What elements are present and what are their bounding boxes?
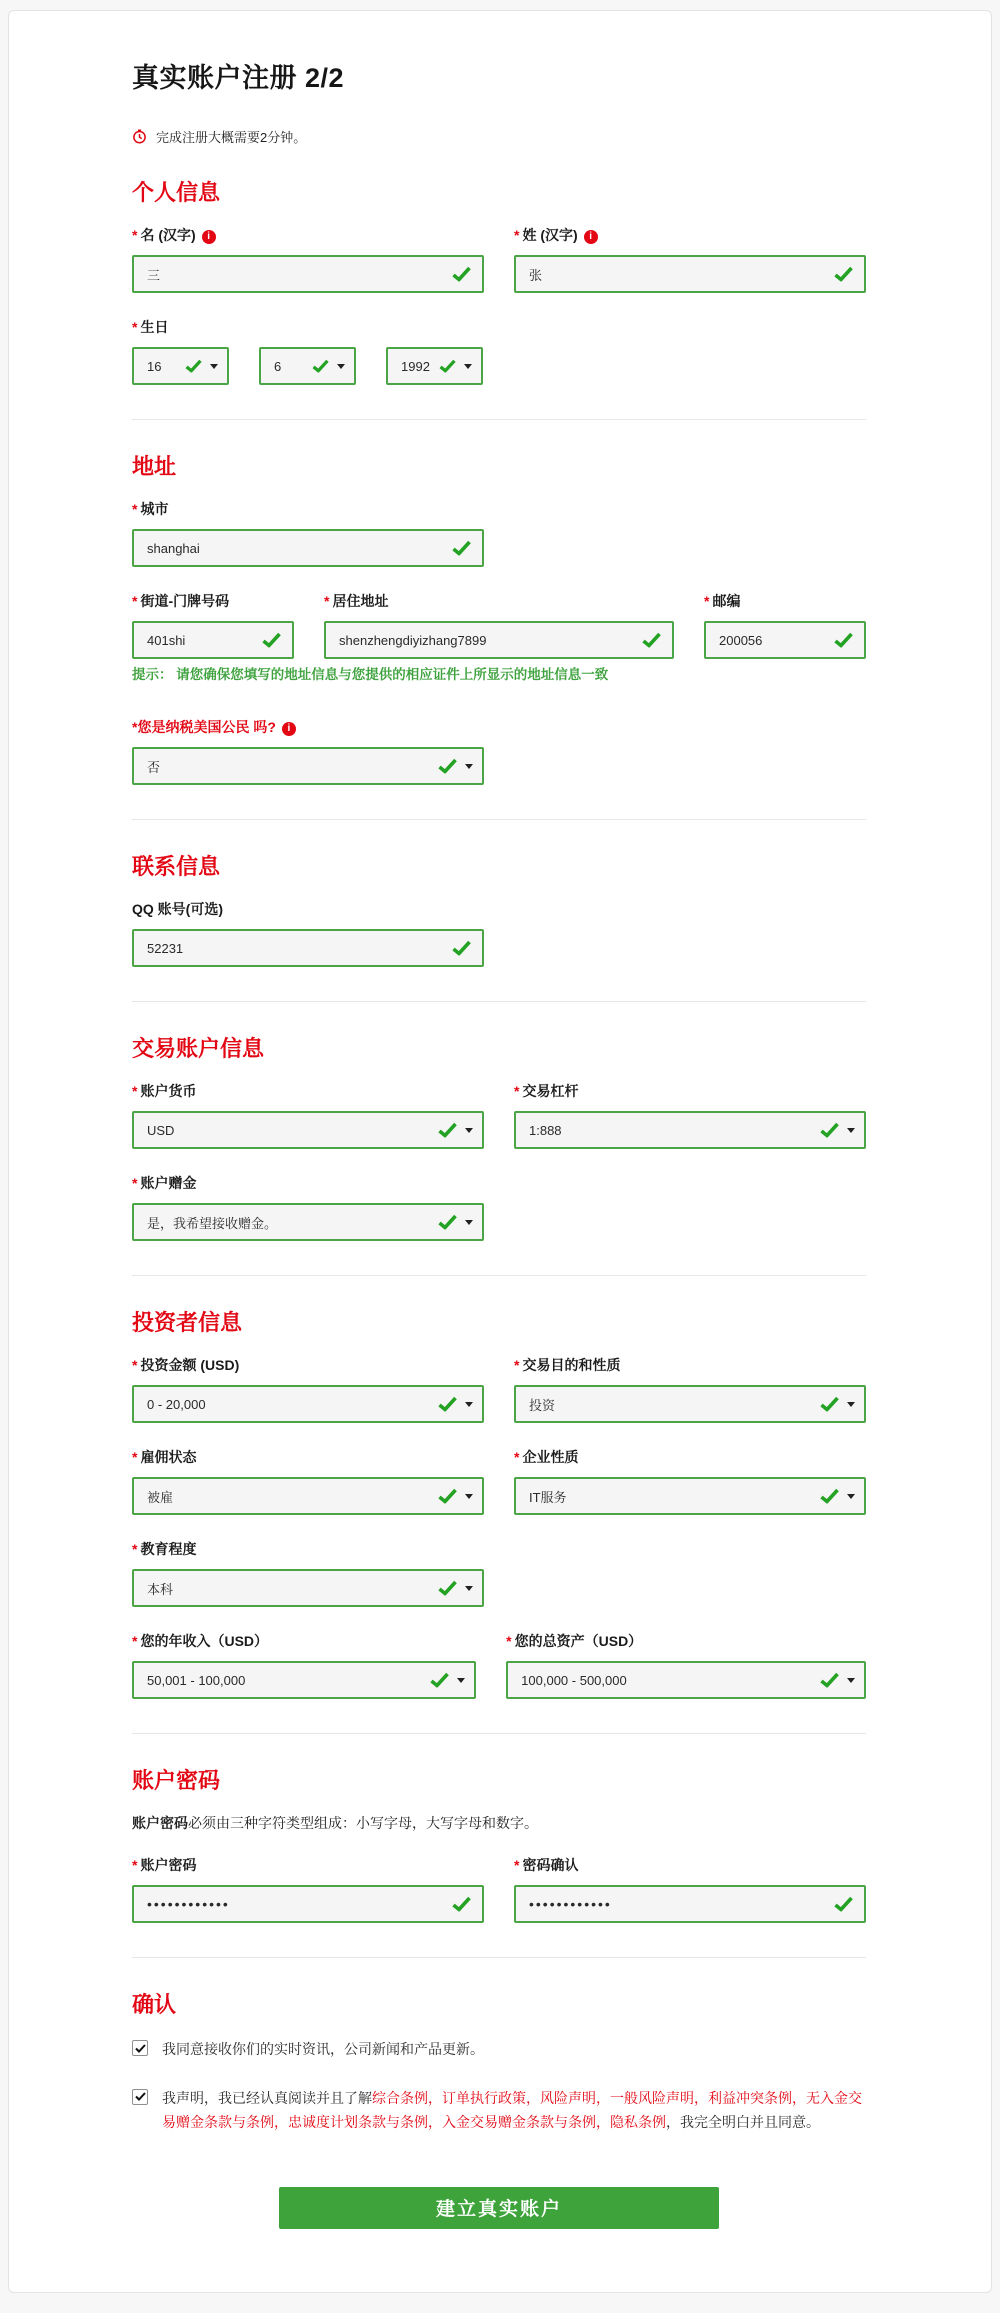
valid-check-icon: [642, 633, 661, 648]
chevron-down-icon: [465, 764, 473, 769]
password-confirm-input[interactable]: [514, 1885, 866, 1923]
us-citizen-label: 您是纳税美国公民 吗?: [137, 719, 276, 735]
education-field: [132, 1539, 484, 1607]
info-icon[interactable]: i: [282, 722, 296, 736]
trading-purpose-select[interactable]: [514, 1385, 866, 1423]
city-input[interactable]: [132, 529, 484, 567]
valid-check-icon: [820, 1489, 839, 1504]
postcode-label: 邮编: [712, 593, 741, 609]
investment-amount-field: [132, 1355, 484, 1423]
last-name-input[interactable]: [514, 255, 866, 293]
valid-check-icon: [262, 633, 281, 648]
leverage-label: 交易杠杆: [522, 1083, 579, 1099]
valid-check-icon: [452, 267, 471, 282]
info-icon[interactable]: i: [584, 230, 598, 244]
declaration-text: [162, 2086, 866, 2135]
total-assets-label: 您的总资产（USD）: [514, 1633, 643, 1649]
birthday-day-select[interactable]: [132, 347, 229, 385]
section-divider: [132, 1733, 866, 1734]
employment-select[interactable]: [132, 1477, 484, 1515]
section-heading-address: 地址: [132, 454, 177, 479]
leverage-value: 1:888: [529, 1122, 562, 1138]
required-asterisk: *: [132, 593, 138, 609]
form-content: [132, 56, 866, 2229]
postcode-field: [704, 591, 866, 659]
required-asterisk: *: [132, 1357, 138, 1373]
investment-amount-value: 0 - 20,000: [147, 1396, 206, 1412]
investment-amount-label: 投资金额 (USD): [140, 1357, 240, 1373]
password-confirm-label: 密码确认: [522, 1857, 579, 1873]
trading-row: [132, 1081, 866, 1149]
us-citizen-value: 否: [147, 759, 161, 775]
newsletter-checkbox[interactable]: [132, 2040, 148, 2056]
required-asterisk: *: [514, 1449, 520, 1465]
newsletter-consent-text: 我同意接收你们的实时资讯，公司新闻和产品更新。: [162, 2041, 484, 2057]
required-asterisk: *: [132, 1175, 138, 1191]
employment-value: 被雇: [147, 1489, 174, 1505]
required-asterisk: *: [514, 1357, 520, 1373]
qq-input[interactable]: [132, 929, 484, 967]
required-asterisk: *: [132, 1857, 138, 1873]
declaration-row: [132, 2086, 866, 2135]
currency-field: [132, 1081, 484, 1149]
birthday-label: 生日: [140, 319, 169, 335]
registration-card: [8, 10, 992, 2293]
valid-check-icon: [438, 1489, 457, 1504]
chevron-down-icon: [847, 1128, 855, 1133]
checkbox-check-icon: [135, 2044, 146, 2053]
password-input[interactable]: [132, 1885, 484, 1923]
create-real-account-button[interactable]: 建立真实账户: [279, 2187, 719, 2229]
bonus-label: 账户赠金: [140, 1175, 197, 1191]
birthday-year-select[interactable]: [386, 347, 483, 385]
annual-income-value: 50,001 - 100,000: [147, 1672, 246, 1688]
city-value: shanghai: [147, 540, 200, 556]
valid-check-icon: [438, 1123, 457, 1138]
investment-amount-select[interactable]: [132, 1385, 484, 1423]
required-asterisk: *: [514, 1083, 520, 1099]
birthday-row: [132, 347, 866, 385]
required-asterisk: *: [132, 1541, 138, 1557]
declaration-checkbox[interactable]: [132, 2089, 148, 2105]
residence-input[interactable]: [324, 621, 674, 659]
postcode-value: 200056: [719, 632, 763, 648]
valid-check-icon: [834, 267, 853, 282]
valid-check-icon: [834, 1897, 853, 1912]
valid-check-icon: [438, 1397, 457, 1412]
required-asterisk: *: [132, 719, 138, 735]
section-divider: [132, 1275, 866, 1276]
birthday-month-value: 6: [274, 358, 282, 374]
section-heading-personal: 个人信息: [132, 180, 221, 205]
investor-row-1: [132, 1355, 866, 1423]
last-name-field: [514, 225, 866, 293]
education-select[interactable]: [132, 1569, 484, 1607]
bonus-value: 是，我希望接收赠金。: [147, 1215, 278, 1231]
info-icon[interactable]: i: [202, 230, 216, 244]
business-nature-value: IT服务: [529, 1489, 567, 1505]
us-citizen-select[interactable]: [132, 747, 484, 785]
required-asterisk: *: [132, 227, 138, 243]
password-label: 账户密码: [140, 1857, 197, 1873]
valid-check-icon: [439, 360, 456, 373]
residence-value: shenzhengdiyizhang7899: [339, 632, 487, 648]
section-heading-confirm: 确认: [132, 1992, 177, 2017]
newsletter-consent-row: [132, 2037, 866, 2062]
declaration-prefix: 我声明，我已经认真阅读并且了解: [162, 2089, 372, 2106]
section-heading-password: 账户密码: [132, 1768, 221, 1793]
birthday-field: [132, 317, 866, 385]
section-heading-trading: 交易账户信息: [132, 1036, 265, 1061]
leverage-select[interactable]: [514, 1111, 866, 1149]
page-title: 真实账户注册 2/2: [132, 63, 345, 93]
total-assets-select[interactable]: [506, 1661, 866, 1699]
section-heading-investor: 投资者信息: [132, 1310, 243, 1335]
chevron-down-icon: [847, 1402, 855, 1407]
trading-purpose-label: 交易目的和性质: [522, 1357, 621, 1373]
business-nature-field: [514, 1447, 866, 1515]
chevron-down-icon: [465, 1494, 473, 1499]
residence-field: [324, 591, 674, 659]
currency-label: 账户货币: [140, 1083, 197, 1099]
valid-check-icon: [452, 1897, 471, 1912]
chevron-down-icon: [464, 364, 472, 369]
valid-check-icon: [430, 1673, 449, 1688]
chevron-down-icon: [210, 364, 218, 369]
qq-field: [132, 899, 484, 967]
street-value: 401shi: [147, 632, 186, 648]
required-asterisk: *: [514, 1857, 520, 1873]
password-field: [132, 1855, 484, 1923]
annual-income-label: 您的年收入（USD）: [140, 1633, 269, 1649]
valid-check-icon: [820, 1123, 839, 1138]
chevron-down-icon: [847, 1494, 855, 1499]
employment-field: [132, 1447, 484, 1515]
qq-label: QQ 账号(可选): [132, 901, 223, 917]
first-name-value: 三: [147, 267, 161, 283]
birthday-year-value: 1992: [401, 358, 430, 374]
declaration-suffix: ，我完全明白并且同意。: [666, 2114, 820, 2130]
education-label: 教育程度: [140, 1541, 197, 1557]
duration-note-text: 完成注册大概需要2分钟。: [156, 130, 307, 145]
trading-purpose-field: [514, 1355, 866, 1423]
city-label: 城市: [140, 501, 169, 517]
password-requirements-bold: 账户密码: [132, 1815, 188, 1831]
chevron-down-icon: [457, 1678, 465, 1683]
bonus-select[interactable]: [132, 1203, 484, 1241]
password-row: [132, 1855, 866, 1923]
required-asterisk: *: [132, 501, 138, 517]
currency-select[interactable]: [132, 1111, 484, 1149]
address-hint: 提示： 请您确保您填写的地址信息与您提供的相应证件上所显示的地址信息一致: [132, 667, 609, 682]
valid-check-icon: [452, 541, 471, 556]
bonus-field: [132, 1173, 484, 1241]
required-asterisk: *: [324, 593, 330, 609]
us-citizen-field: [132, 717, 484, 785]
first-name-label: 名 (汉字): [140, 227, 196, 243]
section-divider: [132, 419, 866, 420]
first-name-field: [132, 225, 484, 293]
currency-value: USD: [147, 1122, 175, 1138]
password-requirements-rest: 必须由三种字符类型组成：小写字母，大写字母和数字。: [188, 1815, 538, 1831]
first-name-input[interactable]: [132, 255, 484, 293]
section-divider: [132, 1957, 866, 1958]
chevron-down-icon: [337, 364, 345, 369]
required-asterisk: *: [704, 593, 710, 609]
name-row: [132, 225, 866, 293]
leverage-field: [514, 1081, 866, 1149]
employment-label: 雇佣状态: [140, 1449, 197, 1465]
required-asterisk: *: [132, 319, 138, 335]
last-name-label: 姓 (汉字): [522, 227, 578, 243]
chevron-down-icon: [847, 1678, 855, 1683]
required-asterisk: *: [132, 1449, 138, 1465]
duration-note: [132, 127, 866, 146]
education-value: 本科: [147, 1581, 174, 1597]
valid-check-icon: [312, 360, 329, 373]
valid-check-icon: [438, 759, 457, 774]
chevron-down-icon: [465, 1128, 473, 1133]
total-assets-field: [506, 1631, 866, 1699]
business-nature-label: 企业性质: [522, 1449, 579, 1465]
last-name-value: 张: [529, 267, 543, 283]
chevron-down-icon: [465, 1586, 473, 1591]
valid-check-icon: [438, 1581, 457, 1596]
street-field: [132, 591, 294, 659]
clock-icon: [132, 129, 147, 144]
section-divider: [132, 1001, 866, 1002]
chevron-down-icon: [465, 1220, 473, 1225]
valid-check-icon: [820, 1673, 839, 1688]
birthday-month-select[interactable]: [259, 347, 356, 385]
checkbox-check-icon: [135, 2092, 146, 2101]
birthday-day-value: 16: [147, 358, 162, 374]
required-asterisk: *: [506, 1633, 512, 1649]
city-field: [132, 499, 484, 567]
annual-income-field: [132, 1631, 476, 1699]
password-confirm-field: [514, 1855, 866, 1923]
section-divider: [132, 819, 866, 820]
valid-check-icon: [820, 1397, 839, 1412]
postcode-input[interactable]: [704, 621, 866, 659]
valid-check-icon: [438, 1215, 457, 1230]
password-requirements: [132, 1813, 866, 1833]
valid-check-icon: [834, 633, 853, 648]
valid-check-icon: [452, 941, 471, 956]
required-asterisk: *: [514, 227, 520, 243]
annual-income-select[interactable]: [132, 1661, 476, 1699]
required-asterisk: *: [132, 1083, 138, 1099]
street-label: 街道-门牌号码: [140, 593, 230, 609]
business-nature-select[interactable]: [514, 1477, 866, 1515]
declaration-policy-links[interactable]: 综合条例，订单执行政策，风险声明，一般风险声明，利益冲突条例，无入金交易赠金条款与条例，忠诚度计划条款与条例，入金交易赠金条款与条例，隐私条例: [162, 2089, 862, 2130]
street-input[interactable]: [132, 621, 294, 659]
section-heading-contact: 联系信息: [132, 854, 221, 879]
street-row: [132, 591, 866, 659]
password-value: ••••••••••••: [147, 1896, 230, 1912]
investor-row-3: [132, 1631, 866, 1699]
investor-row-2: [132, 1447, 866, 1515]
chevron-down-icon: [465, 1402, 473, 1407]
trading-purpose-value: 投资: [529, 1397, 556, 1413]
qq-value: 52231: [147, 940, 184, 956]
valid-check-icon: [185, 360, 202, 373]
password-confirm-value: ••••••••••••: [529, 1896, 612, 1912]
total-assets-value: 100,000 - 500,000: [521, 1672, 627, 1688]
residence-label: 居住地址: [332, 593, 389, 609]
required-asterisk: *: [132, 1633, 138, 1649]
